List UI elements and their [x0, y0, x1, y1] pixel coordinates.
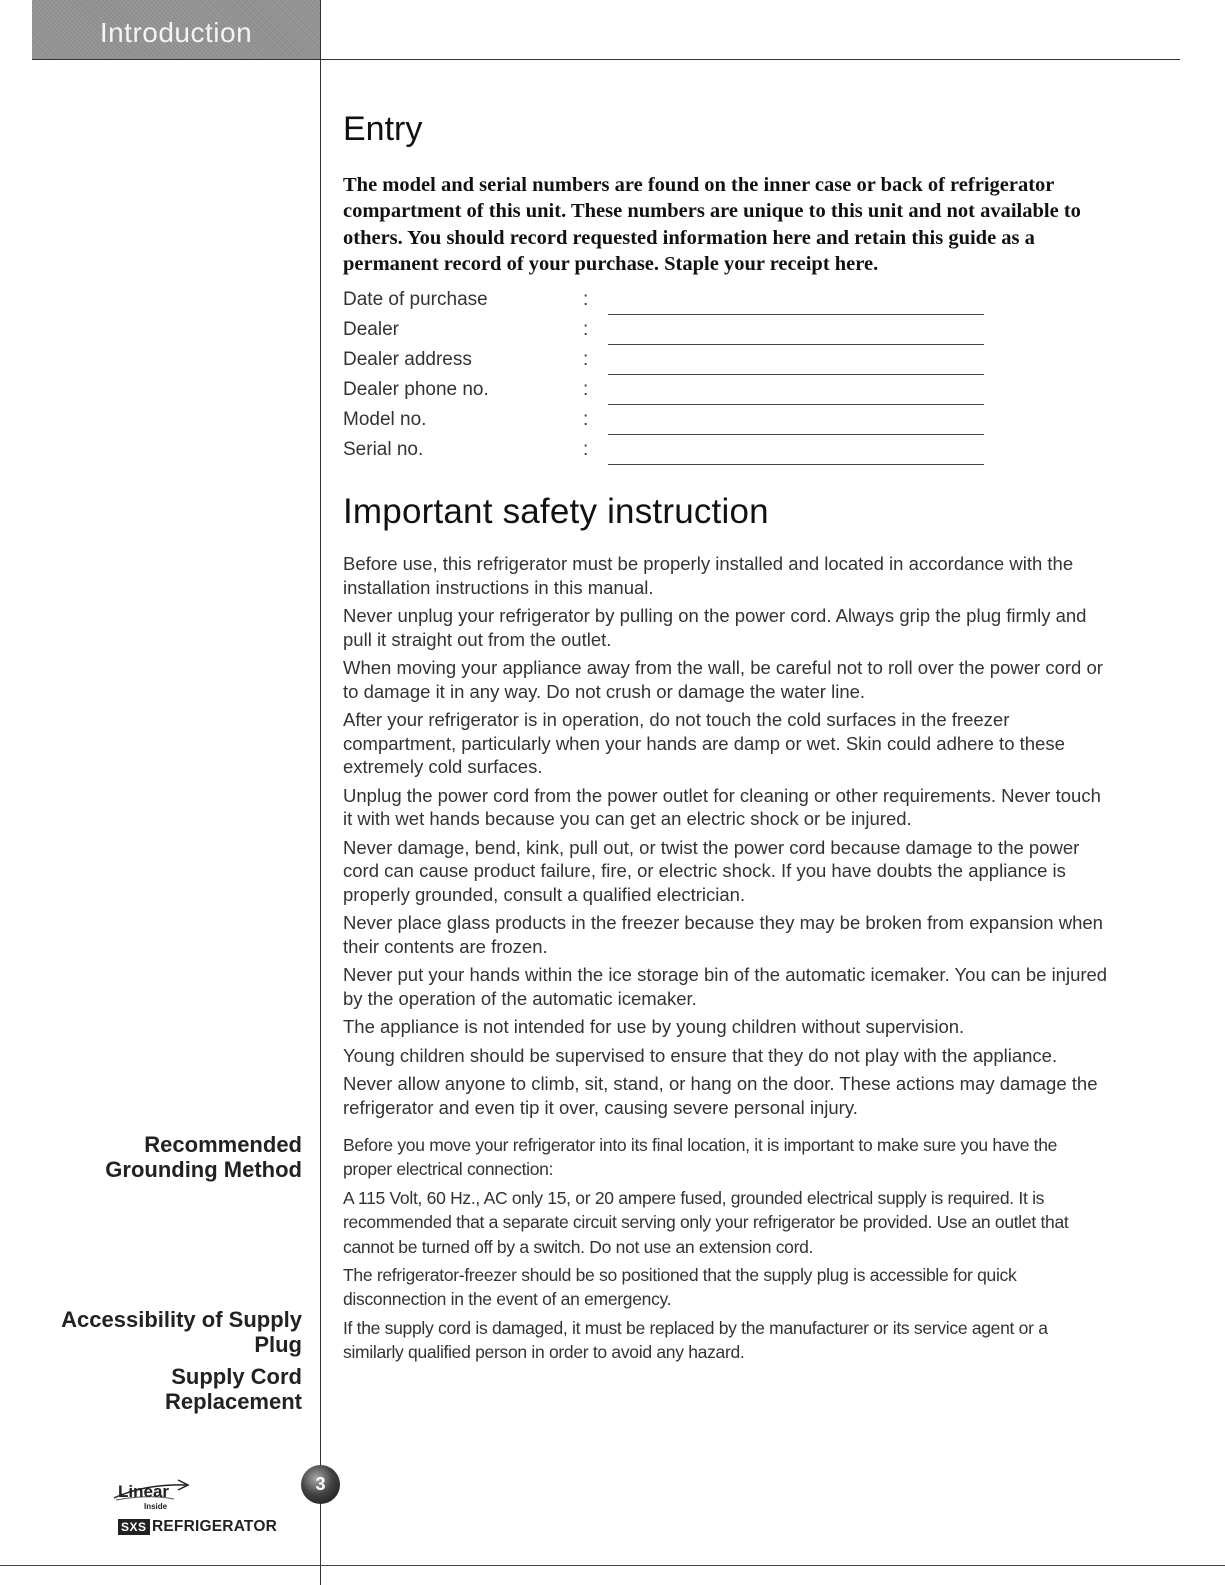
- grounding-paragraph: A 115 Volt, 60 Hz., AC only 15, or 20 ampere fused, grounded electrical supply is required. It is recommended that a separate circuit serving only your refrigerator be provided. Use an outlet that cannot be turned off by a switch. Do not use an extension cord.: [343, 1187, 1069, 1257]
- logo-linear-text: Linear: [118, 1482, 170, 1501]
- form-colon: :: [583, 409, 589, 430]
- side-heading-grounding: Recommended Grounding Method: [105, 1132, 302, 1182]
- safety-heading: Important safety instruction: [343, 492, 769, 531]
- safety-paragraph: When moving your appliance away from the wall, be careful not to roll over the power cord or to damage it in any way. Do not crush or damage the water line.: [343, 657, 1103, 702]
- vertical-divider: [320, 0, 321, 1585]
- form-label: Dealer: [343, 319, 399, 340]
- form-colon: :: [583, 349, 589, 370]
- entry-intro-text: The model and serial numbers are found on the inner case or back of refrigerator compartment of this unit. These numbers are unique to this unit and not available to others. You should record requested information here and retain this guide as a permanent record of your purchase. Staple your receipt here.: [343, 174, 1081, 275]
- safety-paragraph: Never put your hands within the ice storage bin of the automatic icemaker. You can be injured by the operation of the automatic icemaker.: [343, 964, 1108, 1009]
- section-tab-introduction: Introduction: [32, 0, 320, 60]
- side-heading-cord: Supply Cord Replacement: [165, 1364, 302, 1414]
- form-colon: :: [583, 379, 589, 400]
- dealer-address-field[interactable]: [608, 374, 984, 375]
- form-label: Dealer phone no.: [343, 379, 489, 400]
- safety-paragraph: Before use, this refrigerator must be properly installed and located in accordance with the installation instructions in this manual.: [343, 553, 1074, 598]
- form-colon: :: [583, 319, 589, 340]
- form-row-dealer-address: [343, 346, 1003, 376]
- grounding-paragraph: Before you move your refrigerator into its final location, it is important to make sure you have the proper electrical connection:: [343, 1135, 1058, 1180]
- safety-paragraph: Unplug the power cord from the power outlet for cleaning or other requirements. Never touch it with wet hands because you can get an electric shock or be injured.: [343, 784, 1101, 829]
- dealer-phone-field[interactable]: [608, 404, 984, 405]
- linear-sxs-refrigerator-logo: [100, 1476, 280, 1546]
- safety-paragraph: Never unplug your refrigerator by pulling on the power cord. Always grip the plug firmly and pull it straight out from the outlet.: [343, 605, 1087, 650]
- logo-inside-text: Inside: [144, 1502, 168, 1511]
- footer-divider: [0, 1565, 1225, 1566]
- grounding-section: [343, 1133, 1103, 1369]
- side-heading-accessibility: Accessibility of Supply Plug: [61, 1307, 302, 1357]
- model-no-field[interactable]: [608, 434, 984, 435]
- safety-paragraph: The appliance is not intended for use by young children without supervision.: [343, 1016, 965, 1037]
- serial-no-field[interactable]: [608, 464, 984, 465]
- logo-product-text: REFRIGERATOR: [152, 1518, 277, 1535]
- form-row-date-of-purchase: [343, 286, 1003, 316]
- safety-paragraph: Never damage, bend, kink, pull out, or twist the power cord because damage to the power cord can cause product failure, fire, or electric shock. If you have doubts the appliance is properly grounded, consult a qualified electrician.: [343, 836, 1080, 905]
- form-colon: :: [583, 439, 589, 460]
- cord-paragraph: If the supply cord is damaged, it must be replaced by the manufacturer or its service agent or a similarly qualified person in order to avoid any hazard.: [343, 1317, 1048, 1363]
- form-row-dealer-phone: [343, 376, 1003, 406]
- safety-paragraph: Never place glass products in the freezer because they may be broken from expansion when their contents are frozen.: [343, 912, 1103, 957]
- form-row-serial-no: [343, 436, 1003, 466]
- form-label: Serial no.: [343, 439, 424, 460]
- safety-paragraph: Never allow anyone to climb, sit, stand, or hang on the door. These actions may damage the refrigerator and even tip it over, causing severe personal injury.: [343, 1073, 1098, 1118]
- date-of-purchase-field[interactable]: [608, 314, 984, 315]
- safety-paragraphs: [343, 552, 1113, 1124]
- form-label: Model no.: [343, 409, 427, 430]
- safety-paragraph: After your refrigerator is in operation, do not touch the cold surfaces in the freezer compartment, particularly when your hands are damp or wet. Skin could adhere to these extremely cold surfaces.: [343, 709, 1065, 777]
- dealer-field[interactable]: [608, 344, 984, 345]
- form-row-model-no: [343, 406, 1003, 436]
- page-number-badge: 3: [301, 1465, 340, 1504]
- entry-heading: Entry: [343, 110, 423, 148]
- form-colon: :: [583, 289, 589, 310]
- form-label: Date of purchase: [343, 289, 488, 310]
- form-label: Dealer address: [343, 349, 472, 370]
- header-divider: [32, 59, 1180, 60]
- accessibility-paragraph: The refrigerator-freezer should be so positioned that the supply plug is accessible for quick disconnection in the event of an emergency.: [343, 1265, 1017, 1310]
- form-row-dealer: [343, 316, 1003, 346]
- safety-paragraph: Young children should be supervised to ensure that they do not play with the appliance.: [343, 1044, 1058, 1066]
- logo-sxs-badge: SXS: [118, 1519, 150, 1535]
- purchase-record-form: [343, 286, 1003, 466]
